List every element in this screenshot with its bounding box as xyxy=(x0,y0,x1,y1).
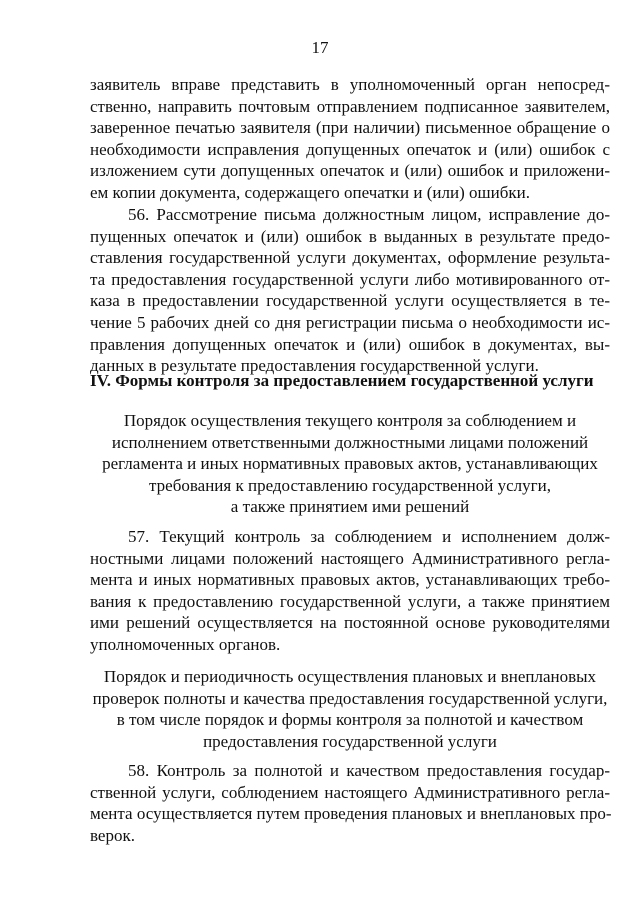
text-line: 57. Текущий контроль за соблюдением и исполнением долж- xyxy=(128,527,610,546)
subheading-line: регламента и иных нормативных правовых актов, устанавливающих xyxy=(102,454,598,474)
subheading-periodic-checks xyxy=(90,666,610,752)
text-line: изложением сути допущенных опечаток и (или) ошибок и приложени- xyxy=(90,161,610,181)
text-line: 58. Контроль за полнотой и качеством предоставления государ- xyxy=(128,761,610,780)
text-line: ими решений осуществляется на постоянной основе руководителями xyxy=(90,613,610,633)
text-line: ем копии документа, содержащего опечатки и (или) ошибки. xyxy=(90,182,530,202)
subheading-line: а также принятием ими решений xyxy=(230,497,470,517)
paragraph-56 xyxy=(90,204,610,377)
subheading-line: Порядок осуществления текущего контроля за соблюдением и xyxy=(123,411,577,430)
subheading-line: проверок полноты и качества предоставления государственной услуги, xyxy=(92,688,608,708)
text-line: уполномоченных органов. xyxy=(90,634,281,654)
text-line: чение 5 рабочих дней со дня регистрации письма о необходимости ис- xyxy=(90,312,610,332)
text-line: мента осуществляется путем проведения плановых и внеплановых про- xyxy=(90,804,612,824)
section-heading: IV. Формы контроля за предоставлением государственной услуги xyxy=(90,371,594,390)
text-line: данных в результате предоставления государственной услуги. xyxy=(90,356,539,376)
text-line: ностными лицами положений настоящего Административного регла- xyxy=(90,548,610,568)
paragraph-57 xyxy=(90,526,610,656)
text-line: каза в предоставлении государственной услуги осуществляется в те- xyxy=(90,291,610,311)
text-line: вания к предоставлению государственной услуги, а также принятием xyxy=(90,591,610,611)
text-line: необходимости исправления допущенных опечаток и (или) ошибок с xyxy=(90,139,610,159)
subheading-line: исполнением ответственными должностными лицами положений xyxy=(111,432,589,452)
text-line: пущенных опечаток и (или) ошибок в выданных в результате предо- xyxy=(90,226,610,246)
text-line: правления допущенных опечаток и (или) ошибок в документах, вы- xyxy=(90,334,610,354)
text-line: мента и иных нормативных правовых актов, устанавливающих требо- xyxy=(90,570,610,590)
text-line: 56. Рассмотрение письма должностным лицом, исправление до- xyxy=(128,205,610,224)
text-line: ставления государственной услуги документах, оформление результа- xyxy=(90,248,610,268)
text-line: заверенное печатью заявителя (при наличии) письменное обращение о xyxy=(90,118,610,138)
page-number: 17 xyxy=(311,38,329,57)
subheading-line: Порядок и периодичность осуществления плановых и внеплановых xyxy=(103,667,597,686)
text-line: ственной услуги, соблюдением настоящего Административного регла- xyxy=(90,782,610,802)
text-line: заявитель вправе представить в уполномоченный орган непосред- xyxy=(90,75,610,94)
subheading-line: предоставления государственной услуги xyxy=(203,731,497,751)
subheading-line: требования к предоставлению государственной услуги, xyxy=(149,475,551,495)
text-line: ственно, направить почтовым отправлением подписанное заявителем, xyxy=(90,96,610,116)
text-line: верок. xyxy=(90,825,135,845)
text-line: та предоставления государственной услуги либо мотивированного от- xyxy=(90,269,610,289)
paragraph-58 xyxy=(90,760,610,846)
subheading-current-control xyxy=(90,410,610,518)
subheading-line: в том числе порядок и формы контроля за полнотой и качеством xyxy=(116,710,584,730)
paragraph-continuation xyxy=(90,74,610,204)
